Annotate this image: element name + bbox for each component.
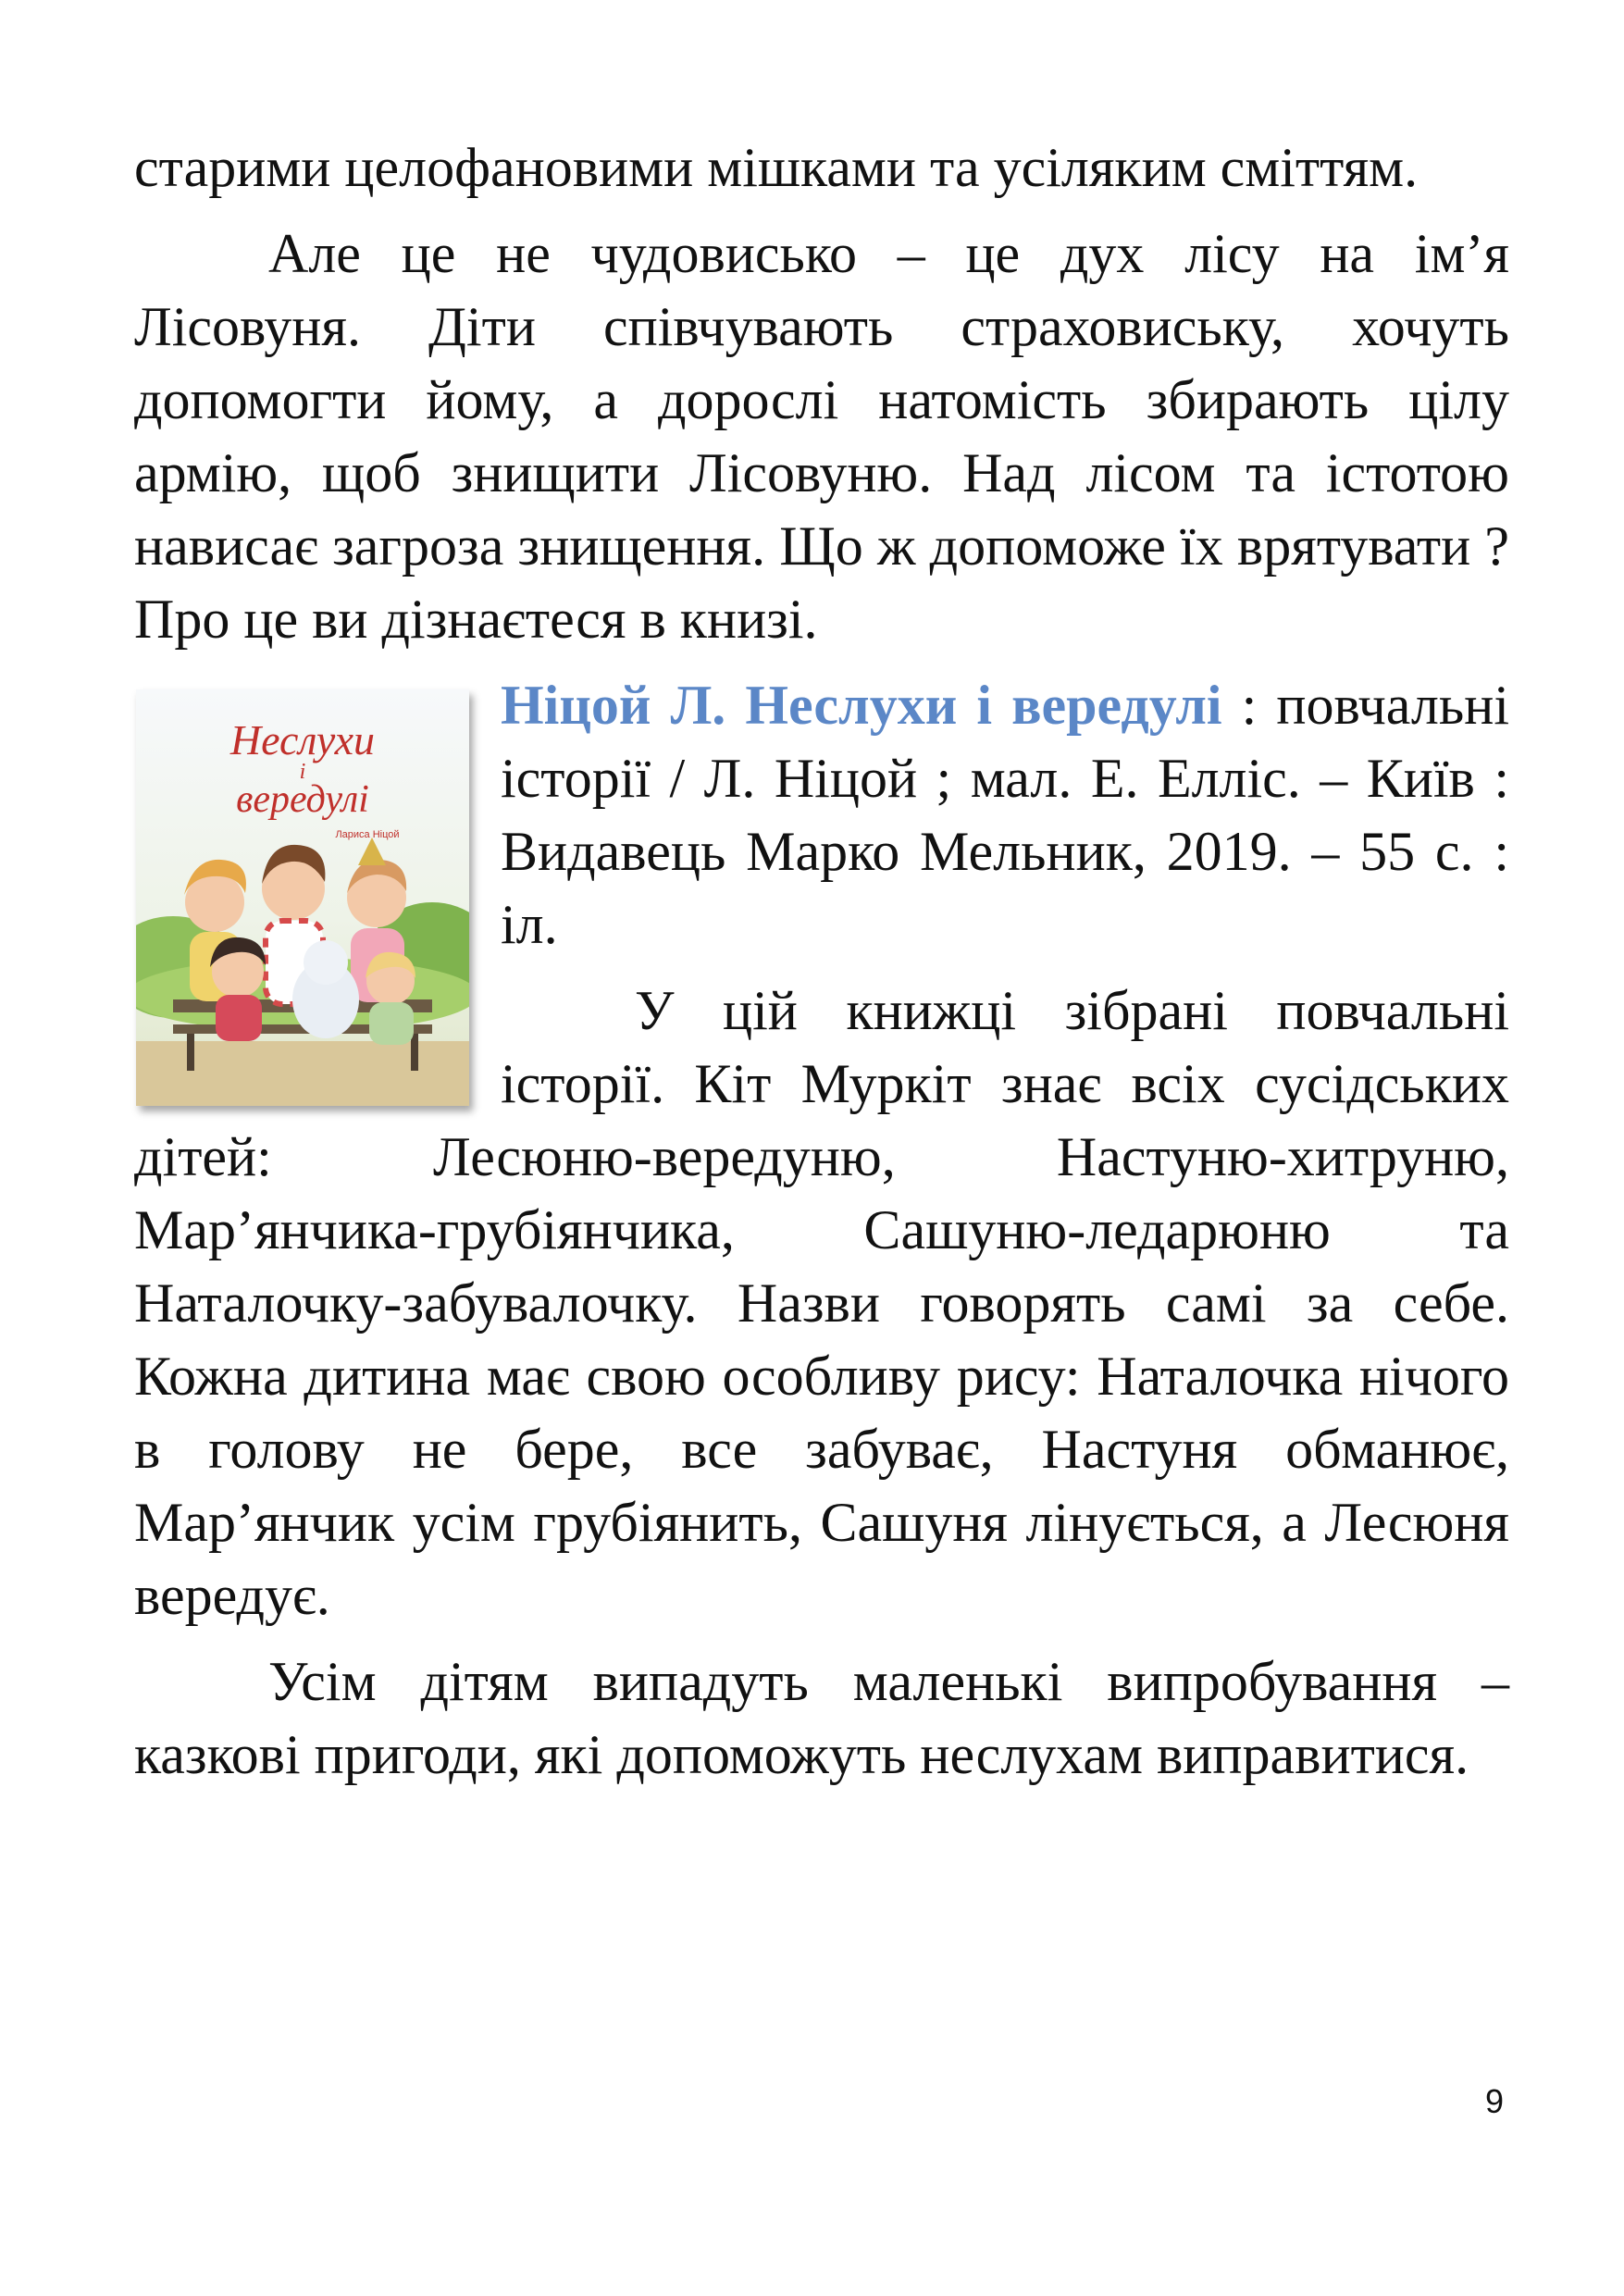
cover-author: Лариса Ніцой (335, 829, 400, 840)
paragraph-forest-spirit: Але це не чудовисько – це дух лісу на ім’я Лісовуня. Діти співчувають страховиську, хочуть допомогти йому, а дорослі натомість збирають цілу армію, щоб знищити Лісовуню. Над лісом та істотою нависає загроза знищення. Що ж допоможе їх врятувати ? Про це ви дізнаєтеся в книзі. (134, 223, 1509, 650)
book-entry (134, 669, 1509, 1632)
paragraph-continued: старими целофановими мішками та усіляким сміттям. (134, 137, 1419, 198)
paragraph-book-description: У цій книжці зібрані повчальні історії. Кіт Муркіт знає всіх сусідських дітей: Лесюню-вередуню, Настуню-хитруню, Мар’янчика-грубіянчика, Сашуню-ледарюню та Наталочку-забувалочку. Назви говорять самі за себе. Кожна дитина має свою особливу рису: Наталочка нічого в голову не бере, все забуває, Настуня обманює, Мар’янчик усім грубіянить, Сашуня лінується, а Лесюня вередує. (134, 980, 1509, 1626)
page-number: 9 (1484, 2082, 1504, 2120)
children-on-bench-illustration-icon (136, 689, 469, 1106)
cover-title-line2: і (299, 760, 306, 784)
book-cover-image (136, 689, 469, 1106)
text-column (134, 131, 1509, 1792)
book-citation-title: Ніцой Л. Неслухи і вередулі (501, 675, 1222, 736)
cover-title-line1: Неслухи (229, 716, 376, 763)
cover-title-line3: вередулі (236, 778, 369, 821)
book-citation-details: : повчальні історії / Л. Ніцой ; мал. Е. Елліс. – Київ : Видавець Марко Мельник, 2019. – 55 с. : іл. (501, 675, 1509, 955)
paragraph-book-conclusion: Усім дітям випадуть маленькі випробування – казкові пригоди, які допоможуть неслухам виправитися. (134, 1651, 1509, 1785)
